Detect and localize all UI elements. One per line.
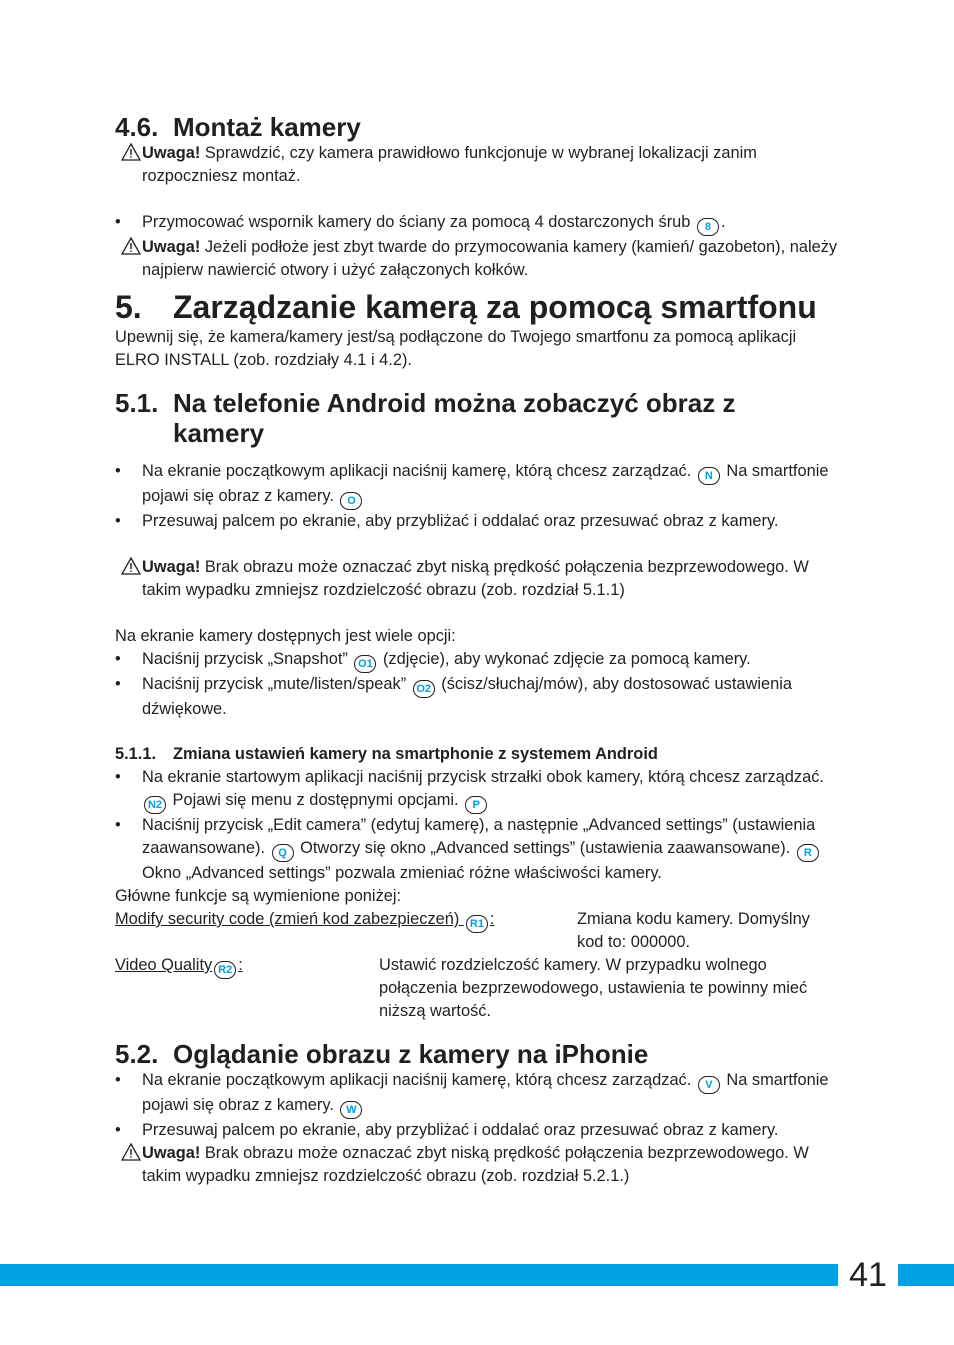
list-item: • Przymocować wspornik kamery do ściany za pomocą 4 dostarczonych śrub 8 . [115, 211, 840, 236]
figure-ref-badge: W [340, 1101, 362, 1119]
list-item: • Naciśnij przycisk „Edit camera” (edytuj kamerę), a następnie „Advanced settings” (ustawienia zaawansowane). Q Otworzy się okno „Advanced settings” (ustawienia zaawansowane). R Okno „Advanced settings” pozwala zmieniać różne właściwości kamery. [115, 814, 840, 885]
warning-triangle-icon [121, 1143, 141, 1161]
section-title: Oglądanie obrazu z kamery na iPhonie [173, 1039, 649, 1069]
definition-desc: Ustawić rozdzielczość kamery. W przypadku wolnego połączenia bezprzewodowego, ustawienia te powinny mieć niższą wartość. [379, 956, 808, 1020]
figure-ref-badge: O [340, 492, 362, 510]
bullet-icon: • [115, 1121, 121, 1139]
warning-label: Uwaga! [142, 144, 201, 162]
section-title: Na telefonie Android można zobaczyć obraz z kamery [173, 388, 736, 448]
list-item: • Na ekranie startowym aplikacji naciśnij przycisk strzałki obok kamery, którą chcesz zarządzać. N2 Pojawi się menu z dostępnymi opcjami. P [115, 766, 840, 814]
list-item: • Na ekranie początkowym aplikacji naciśnij kamerę, którą chcesz zarządzać. V Na smartfonie pojawi się obraz z kamery. W [115, 1069, 840, 1119]
subsection-heading-5-1-1 [115, 743, 840, 766]
figure-ref-badge: Q [272, 844, 294, 862]
bullet-icon: • [115, 462, 121, 480]
page-number: 41 [838, 1256, 898, 1294]
section-heading-5-2 [115, 1039, 840, 1069]
figure-ref-badge: N [698, 467, 720, 485]
figure-ref-badge: P [465, 796, 487, 814]
section-title: Montaż kamery [173, 112, 361, 142]
options-intro: Na ekranie kamery dostępnych jest wiele opcji: [115, 627, 456, 645]
warning-triangle-icon [121, 143, 141, 161]
warning-label: Uwaga! [142, 558, 201, 576]
list-item: • Naciśnij przycisk „Snapshot” O1 (zdjęcie), aby wykonać zdjęcie za pomocą kamery. [115, 648, 840, 673]
warning-note [115, 236, 840, 282]
warning-label: Uwaga! [142, 1144, 201, 1162]
bullet-icon: • [115, 1071, 121, 1089]
section-heading-5-1 [115, 388, 840, 448]
chapter-intro: Upewnij się, że kamera/kamery jest/są podłączone do Twojego smartfonu za pomocą aplikacji ELRO INSTALL (zob. rozdziały 4.1 i 4.2). [115, 328, 797, 369]
figure-ref-badge: O2 [413, 680, 435, 698]
definition-term: Video Quality R2 : [115, 956, 243, 974]
warning-note [115, 142, 840, 188]
footer-bar [0, 1264, 954, 1286]
subsection-number: 5.1.1. [115, 745, 157, 763]
chapter-number: 5. [115, 289, 142, 325]
section-number: 4.6. [115, 112, 159, 142]
functions-intro: Główne funkcje są wymienione poniżej: [115, 887, 402, 905]
definition-term: Modify security code (zmień kod zabezpieczeń) R1 : [115, 910, 494, 928]
figure-ref-badge: R1 [466, 915, 488, 933]
list-item: • Na ekranie początkowym aplikacji naciśnij kamerę, którą chcesz zarządzać. N Na smartfonie pojawi się obraz z kamery. O [115, 460, 840, 510]
bullet-icon: • [115, 213, 121, 231]
section-heading-4-6 [115, 112, 840, 142]
section-number: 5.2. [115, 1039, 159, 1069]
list-item: • Naciśnij przycisk „mute/listen/speak” O2 (ścisz/słuchaj/mów), aby dostosować ustawienia dźwiękowe. [115, 673, 840, 721]
chapter-heading-5 [115, 288, 840, 326]
figure-ref-badge: R [797, 844, 819, 862]
warning-triangle-icon [121, 557, 141, 575]
bullet-icon: • [115, 650, 121, 668]
chapter-title: Zarządzanie kamerą za pomocą smartfonu [173, 289, 817, 325]
figure-ref-badge: R2 [214, 961, 236, 979]
warning-text: Sprawdzić, czy kamera prawidłowo funkcjonuje w wybranej lokalizacji zanim rozpoczniesz montaż. [142, 144, 757, 185]
figure-ref-badge: 8 [697, 218, 719, 236]
bullet-icon: • [115, 816, 121, 834]
figure-ref-badge: O1 [354, 655, 376, 673]
warning-triangle-icon [121, 237, 141, 255]
definition-desc: Zmiana kodu kamery. Domyślny kod to: 000000. [577, 910, 810, 951]
warning-note [115, 556, 840, 602]
list-item: • Przesuwaj palcem po ekranie, aby przybliżać i oddalać oraz przesuwać obraz z kamery. [115, 1119, 840, 1142]
section-number: 5.1. [115, 388, 159, 418]
subsection-title: Zmiana ustawień kamery na smartphonie z systemem Android [173, 745, 658, 763]
list-item: • Przesuwaj palcem po ekranie, aby przybliżać i oddalać oraz przesuwać obraz z kamery. [115, 510, 840, 533]
warning-text: Brak obrazu może oznaczać zbyt niską prędkość połączenia bezprzewodowego. W takim wypadku zmniejsz rozdzielczość obrazu (zob. rozdział 5.2.1.) [142, 1144, 809, 1185]
bullet-icon: • [115, 768, 121, 786]
figure-ref-badge: V [698, 1076, 720, 1094]
warning-text: Jeżeli podłoże jest zbyt twarde do przymocowania kamery (kamień/ gazobeton), należy najpierw nawiercić otwory i użyć załączonych kołków. [142, 238, 838, 279]
definition-row [115, 954, 840, 1023]
bullet-icon: • [115, 512, 121, 530]
page-content [115, 112, 840, 1188]
bullet-icon: • [115, 675, 121, 693]
warning-label: Uwaga! [142, 238, 201, 256]
warning-text: Brak obrazu może oznaczać zbyt niską prędkość połączenia bezprzewodowego. W takim wypadku zmniejsz rozdzielczość obrazu (zob. rozdział 5.1.1) [142, 558, 809, 599]
figure-ref-badge: N2 [144, 796, 166, 814]
warning-note [115, 1142, 840, 1188]
definition-row [115, 908, 840, 954]
